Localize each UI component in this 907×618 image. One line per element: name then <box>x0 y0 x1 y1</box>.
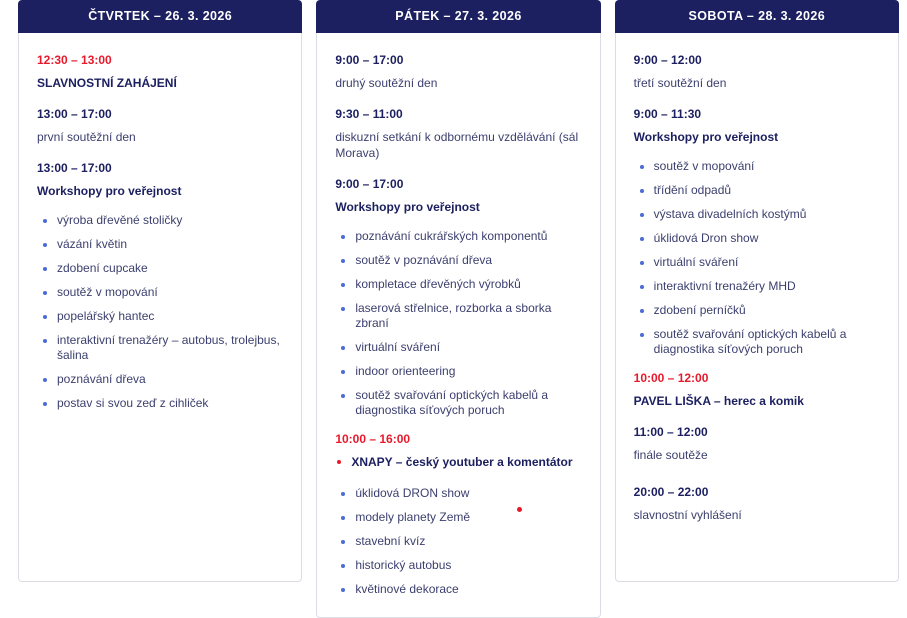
list-item: poznávání cukrářských komponentů <box>339 229 581 244</box>
block-time: 13:00 – 17:00 <box>37 107 112 121</box>
block-time: 9:00 – 11:30 <box>633 107 702 121</box>
block-time: 13:00 – 17:00 <box>37 161 112 175</box>
list-item: zdobení cupcake <box>41 261 283 276</box>
list-item: třídění odpadů <box>638 183 880 198</box>
list-item: kompletace dřevěných výrobků <box>339 277 581 292</box>
day-body-thursday <box>18 33 302 582</box>
list-item: indoor orienteering <box>339 364 581 379</box>
day-body-saturday <box>615 33 899 582</box>
block-time: 9:30 – 11:00 <box>335 107 403 121</box>
list-item: soutěž v mopování <box>638 159 880 174</box>
list-item: interaktivní trenažéry MHD <box>638 279 880 294</box>
block-title: Workshopy pro veřejnost <box>37 184 182 198</box>
block-time: 9:00 – 12:00 <box>633 53 702 67</box>
list-item: soutěž svařování optických kabelů a diagnostika síťových poruch <box>638 327 880 357</box>
list-item: historický autobus <box>339 558 581 573</box>
list-item: vázání květin <box>41 237 283 252</box>
block-title: slavnostní vyhlášení <box>633 508 742 522</box>
schedule-block <box>335 177 581 418</box>
day-header-saturday: SOBOTA – 28. 3. 2026 <box>615 0 899 33</box>
schedule-block <box>37 161 283 411</box>
list-item: úklidová Dron show <box>638 231 880 246</box>
block-time: 10:00 – 12:00 <box>633 371 709 385</box>
list-item: interaktivní trenažéry – autobus, trolejbus, šalina <box>41 333 283 363</box>
block-time: 11:00 – 12:00 <box>633 425 708 439</box>
list-item: výstava divadelních kostýmů <box>638 207 880 222</box>
day-header-friday: PÁTEK – 27. 3. 2026 <box>316 0 600 33</box>
block-title: diskuzní setkání k odbornému vzdělávání (sál Morava) <box>335 130 579 160</box>
block-title: třetí soutěžní den <box>633 76 727 90</box>
list-item: postav si svou zeď z cihliček <box>41 396 283 411</box>
list-item: popelářský hantec <box>41 309 283 324</box>
list-item: květinové dekorace <box>339 582 581 597</box>
schedule-block-highlight <box>634 371 880 409</box>
block-time: 12:30 – 13:00 <box>37 53 112 67</box>
block-title: Workshopy pro veřejnost <box>335 200 480 214</box>
schedule-block <box>634 53 880 91</box>
schedule-block <box>634 107 880 357</box>
list-item: poznávání dřeva <box>41 372 283 387</box>
list-item: laserová střelnice, rozborka a sborka zbraní <box>339 301 581 331</box>
schedule-block-highlight <box>335 432 581 597</box>
block-item-list <box>634 159 880 357</box>
list-item: úklidová DRON show <box>339 486 581 501</box>
day-column-friday <box>316 0 600 596</box>
block-time: 10:00 – 16:00 <box>335 432 411 446</box>
list-item: soutěž v mopování <box>41 285 283 300</box>
list-item: virtuální sváření <box>638 255 880 270</box>
list-item: soutěž v poznávání dřeva <box>339 253 581 268</box>
block-title: SLAVNOSTNÍ ZAHÁJENÍ <box>37 76 177 90</box>
list-item: soutěž svařování optických kabelů a diagnostika síťových poruch <box>339 388 581 418</box>
block-item-list <box>37 213 283 411</box>
block-title: finále soutěže <box>633 448 708 462</box>
schedule-block <box>335 53 581 91</box>
day-header-thursday: ČTVRTEK – 26. 3. 2026 <box>18 0 302 33</box>
block-item-list <box>335 486 581 597</box>
decorative-dot <box>517 507 522 512</box>
block-title: Workshopy pro veřejnost <box>633 130 779 144</box>
list-item: modely planety Země <box>339 510 581 525</box>
schedule-block <box>37 107 283 145</box>
block-title: druhý soutěžní den <box>335 76 438 90</box>
block-time: 9:00 – 17:00 <box>335 53 404 67</box>
list-item: zdobení perníčků <box>638 303 880 318</box>
list-item: stavební kvíz <box>339 534 581 549</box>
day-column-saturday <box>615 0 899 582</box>
day-body-friday <box>316 33 600 618</box>
block-item-list <box>335 229 581 418</box>
list-item: výroba dřevěné stoličky <box>41 213 283 228</box>
block-title: XNAPY – český youtuber a komentátor <box>335 454 581 470</box>
block-time: 9:00 – 17:00 <box>335 177 404 191</box>
block-time: 20:00 – 22:00 <box>633 485 709 499</box>
day-column-thursday <box>18 0 302 582</box>
block-title: PAVEL LIŠKA – herec a komik <box>633 394 804 408</box>
block-title: první soutěžní den <box>37 130 136 144</box>
list-item: virtuální sváření <box>339 340 581 355</box>
schedule-block <box>335 107 581 161</box>
schedule-block <box>634 425 880 463</box>
schedule-block <box>634 485 880 523</box>
schedule-block <box>37 53 283 91</box>
